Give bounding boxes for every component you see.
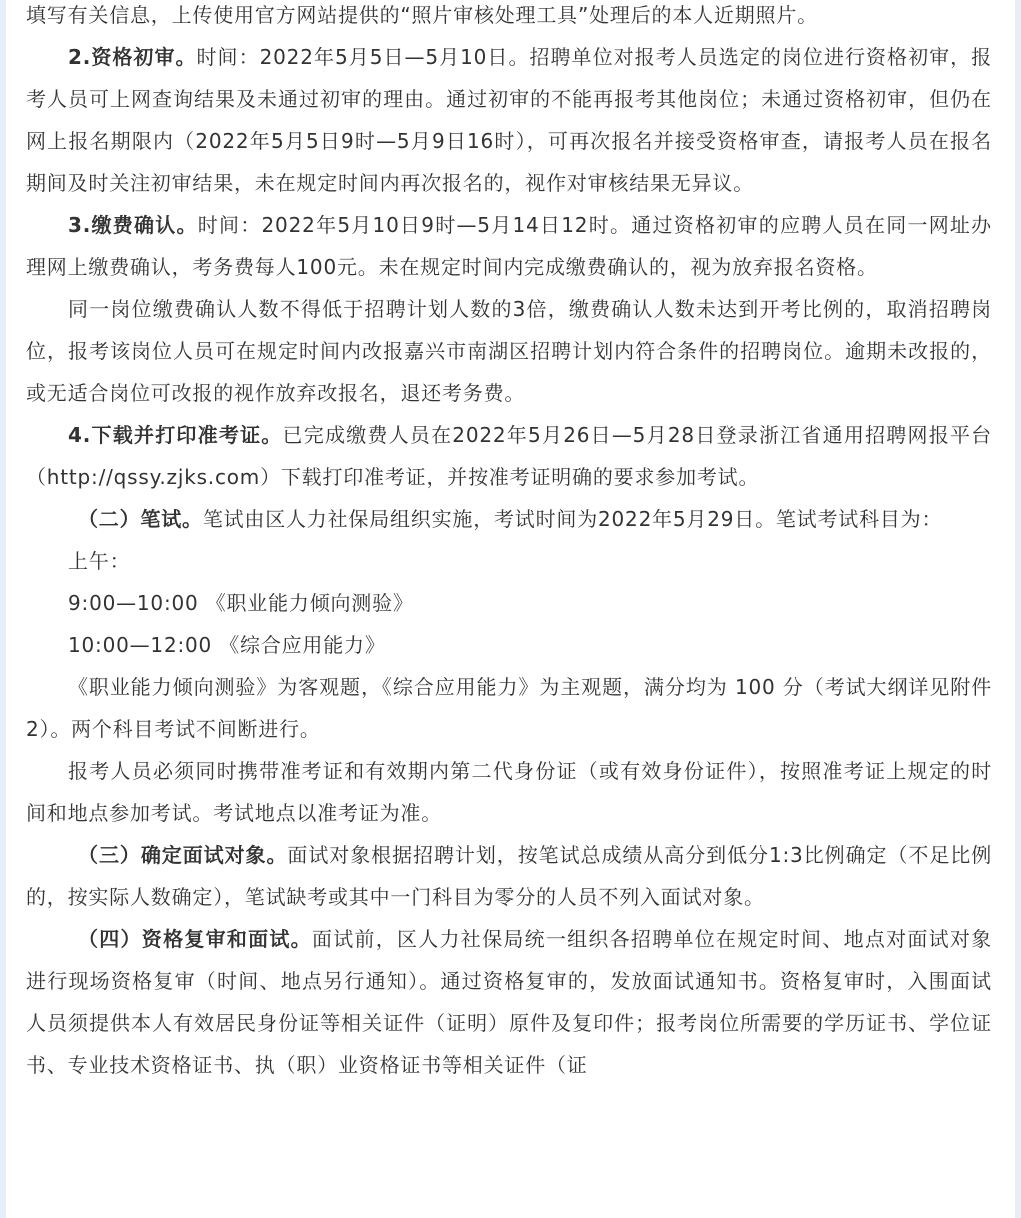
paragraph-payment-confirmation — [26, 204, 992, 288]
article-body — [26, 0, 992, 1086]
section-heading: （三）确定面试对象。 — [78, 843, 288, 867]
paragraph-requalification-interview — [26, 918, 992, 1086]
paragraph-exam-requirements: 报考人员必须同时携带准考证和有效期内第二代身份证（或有效身份证件），按照准考证上规定的时间和地点参加考试。考试地点以准考证为准。 — [26, 759, 992, 825]
paragraph-qualification-review — [26, 36, 992, 204]
paragraph-text: 笔试由区人力社保局组织实施，考试时间为2022年5月29日。笔试考试科目为： — [202, 507, 943, 531]
page-right-border — [1015, 0, 1021, 1218]
paragraph-text: 时间：2022年5月10日9时—5月14日12时。通过资格初审的应聘人员在同一网址办理网上缴费确认，考务费每人100元。未在规定时间内完成缴费确认的，视为放弃报名资格。 — [26, 213, 992, 279]
page-left-border — [0, 0, 6, 1218]
schedule-item-comprehensive-test: 10:00—12:00 《综合应用能力》 — [68, 633, 386, 657]
paragraph-payment-ratio: 同一岗位缴费确认人数不得低于招聘计划人数的3倍，缴费确认人数未达到开考比例的，取消招聘岗位，报考该岗位人员可在规定时间内改报嘉兴市南湖区招聘计划内符合条件的招聘岗位。逾期未改报的，或无适合岗位可改报的视作放弃改报名，退还考务费。 — [26, 297, 992, 405]
section-heading: 3.缴费确认。 — [68, 213, 198, 237]
section-heading: （二）笔试。 — [78, 507, 203, 531]
section-heading: 4.下载并打印准考证。 — [68, 423, 283, 447]
paragraph-text: 已完成缴费人员在2022年5月26日—5月28日登录浙江省通用招聘网报平台（http://qssy.zjks.com）下载打印准考证，并按准考证明确的要求参加考试。 — [26, 423, 992, 489]
paragraph-text: 面试对象根据招聘计划，按笔试总成绩从高分到低分1:3比例确定（不足比例的，按实际人数确定），笔试缺考或其中一门科目为零分的人员不列入面试对象。 — [26, 843, 993, 909]
paragraph-morning: 上午： — [68, 549, 131, 573]
paragraph-photo-upload: 填写有关信息，上传使用官方网站提供的“照片审核处理工具”处理后的本人近期照片。 — [26, 3, 818, 27]
section-heading: （四）资格复审和面试。 — [78, 927, 312, 951]
paragraph-interview-candidates — [26, 834, 992, 918]
paragraph-text: 时间：2022年5月5日—5月10日。招聘单位对报考人员选定的岗位进行资格初审，报考人员可上网查询结果及未通过初审的理由。通过初审的不能再报考其他岗位；未通过资格初审，但仍在网上报名期限内（2022年5月5日9时—5月9日16时），可再次报名并接受资格审查，请报考人员在报名期间及时关注初审结果，未在规定时间内再次报名的，视作对审核结果无异议。 — [26, 45, 992, 195]
paragraph-exam-scoring: 《职业能力倾向测验》为客观题，《综合应用能力》为主观题，满分均为 100 分（考试大纲详见附件2）。两个科目考试不间断进行。 — [26, 675, 992, 741]
paragraph-written-exam — [26, 498, 992, 540]
paragraph-text: 面试前，区人力社保局统一组织各招聘单位在规定时间、地点对面试对象进行现场资格复审（时间、地点另行通知）。通过资格复审的，发放面试通知书。资格复审时，入围面试人员须提供本人有效居民身份证等相关证件（证明）原件及复印件；报考岗位所需要的学历证书、学位证书、专业技术资格证书、执（职）业资格证书等相关证件（证 — [26, 927, 992, 1077]
schedule-item-aptitude-test: 9:00—10:00 《职业能力倾向测验》 — [68, 591, 414, 615]
paragraph-admission-ticket — [26, 414, 992, 498]
section-heading: 2.资格初审。 — [68, 45, 197, 69]
